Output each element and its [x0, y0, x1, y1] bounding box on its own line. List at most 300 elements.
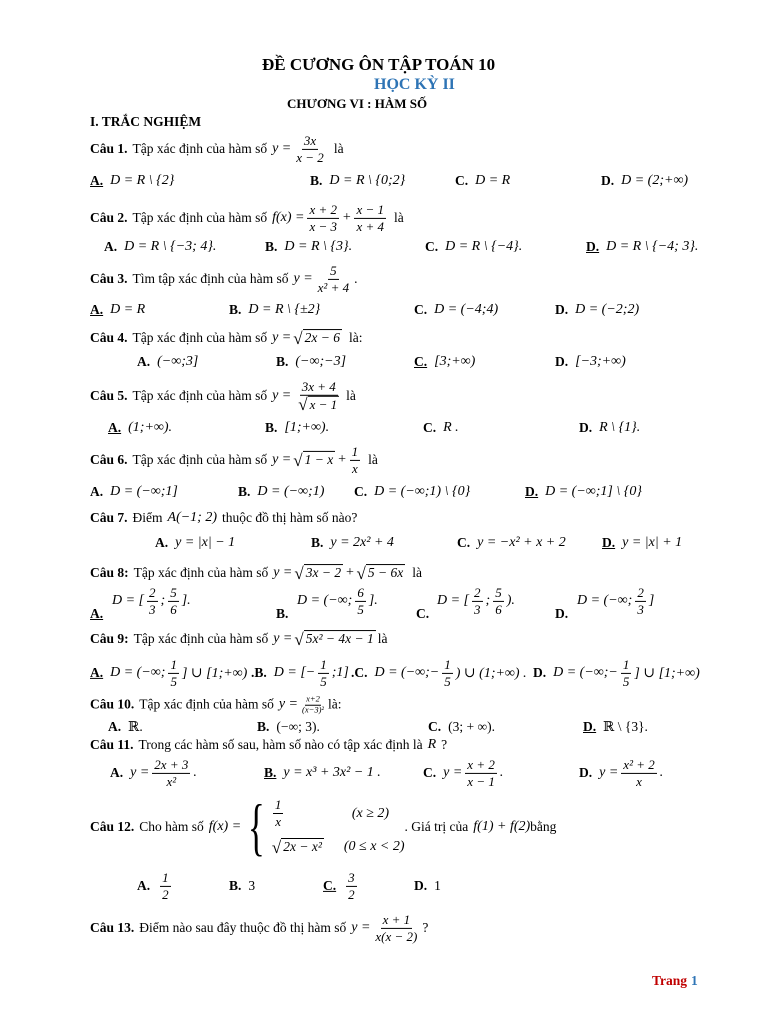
numerator: x − 1 [356, 201, 385, 217]
option-letter: C. [323, 878, 337, 893]
option-expr: D = R [475, 173, 511, 188]
denominator: 5 [170, 673, 177, 689]
option-a [90, 484, 178, 500]
expr-part: ] ∪ [1;+∞) [181, 665, 248, 681]
question-tail: là [346, 388, 356, 403]
option-letter: B. [229, 302, 242, 317]
option-d [533, 657, 700, 689]
expr-part: D = (−∞;− [553, 665, 618, 680]
denominator: x² + 4 [317, 279, 350, 295]
denominator: x − 1 [467, 773, 495, 789]
question-tail: là: [327, 697, 342, 712]
numerator: x² + 2 [623, 756, 655, 772]
option-expr: D = (−2;2) [575, 302, 640, 317]
question-tail: ? [422, 920, 429, 935]
math-lhs: y = [272, 330, 292, 345]
option-a [110, 757, 197, 789]
numerator: 3 [348, 869, 355, 885]
expr-part: D = [ [112, 593, 145, 608]
option-expr: (3; + ∞). [448, 719, 495, 734]
option-d-expr [577, 585, 654, 617]
numerator: 1 [170, 656, 177, 672]
option-a-expr [112, 585, 191, 617]
option-expr: y = |x| + 1 [622, 535, 683, 550]
option-a [104, 239, 216, 255]
option-c [425, 239, 522, 255]
question-7 [90, 510, 357, 526]
option-letter: B. [310, 173, 323, 188]
expr-part: D = [ [437, 593, 470, 608]
option-letter: A. [90, 173, 104, 188]
option-letter: D. [579, 420, 593, 435]
option-expr: D = (−∞;1) \ {0} [374, 484, 471, 499]
fraction [168, 657, 179, 689]
fraction [493, 585, 504, 617]
fraction [318, 657, 329, 689]
option-letter: D. [583, 719, 597, 734]
option-d [525, 484, 642, 500]
math-lhs: y = [293, 271, 313, 286]
option-expr: R \ {1}. [599, 420, 641, 435]
expr-part: y = [443, 765, 463, 780]
denominator: x − 3 [309, 218, 338, 234]
option-letter: D. [533, 665, 547, 680]
expr-part: ] ∪ [1;+∞) [634, 665, 700, 681]
question-tail: là: [348, 330, 363, 345]
denominator: 5 [622, 673, 630, 689]
math-lhs: f(x) = [272, 210, 305, 225]
question-12 [90, 795, 556, 859]
question-stem: Trong các hàm số sau, hàm số nào có tập xác định là [138, 737, 423, 752]
math-operator: + [342, 210, 352, 225]
option-a [90, 657, 247, 689]
option-letter: D. [602, 535, 616, 550]
question-9 [90, 630, 388, 648]
expr-part: . [193, 765, 197, 780]
option-letter: .B. [251, 665, 267, 680]
denominator: 5 [357, 601, 364, 617]
semester-heading: HỌC KỲ II [374, 76, 455, 93]
option-expr: (1;+∞). [128, 420, 173, 435]
option-expr: y = x³ + 3x² − 1 . [283, 765, 381, 780]
fraction [442, 657, 453, 689]
option-b [229, 878, 255, 894]
option-expr: D = (−∞;1] \ {0} [545, 484, 642, 499]
numerator: 5 [495, 584, 502, 600]
fraction [294, 133, 326, 165]
denominator: 6 [495, 601, 502, 617]
question-tail: là [377, 631, 388, 646]
question-tail: là [333, 141, 344, 156]
question-label: Câu 8: [90, 565, 129, 580]
math-lhs: y = [278, 697, 299, 712]
option-b [311, 535, 394, 551]
question-label: Câu 12. [90, 819, 135, 834]
math-lhs: y = [272, 141, 292, 156]
option-b [265, 239, 352, 255]
option-letter: C. [428, 719, 442, 734]
fraction [273, 797, 284, 829]
option-b-expr [297, 585, 378, 617]
option-letter: B. [264, 765, 277, 780]
option-letter: A. [155, 535, 169, 550]
option-b [251, 657, 349, 689]
denominator: 3 [637, 601, 644, 617]
question-stem: Tập xác định của hàm số [132, 330, 268, 345]
option-letter: B. [311, 535, 324, 550]
math-lhs: y = [351, 920, 371, 935]
expr-part: ;1] [331, 665, 349, 680]
option-expr: [1;+∞). [284, 420, 330, 435]
denominator: 3 [149, 601, 156, 617]
denominator: x + 4 [356, 218, 385, 234]
question-tail: . Giá trị của [404, 819, 469, 834]
question-13 [90, 912, 428, 944]
question-label: Câu 2. [90, 210, 128, 225]
option-letter: C. [455, 173, 469, 188]
option-letter: A. [90, 665, 104, 680]
option-expr: D = (2;+∞) [621, 173, 689, 188]
option-b [265, 420, 329, 436]
case-2-condition: (0 ≤ x < 2) [343, 839, 405, 855]
radicand: √ x − 1 [309, 396, 338, 412]
question-label: Câu 3. [90, 271, 128, 286]
expr-part: ). [506, 593, 515, 608]
numerator: 1 [320, 656, 327, 672]
question-tail: ? [441, 737, 448, 752]
numerator: 5 [170, 584, 177, 600]
math-operator: + [345, 565, 355, 580]
question-tail: thuộc đồ thị hàm số nào? [222, 510, 358, 525]
option-d [601, 173, 688, 189]
option-letter: D. [586, 239, 600, 254]
option-letter: C. [425, 239, 439, 254]
option-expr: y = 2x² + 4 [330, 535, 394, 550]
fraction [621, 657, 632, 689]
numerator: 2 [474, 584, 481, 600]
option-expr: R . [443, 420, 459, 435]
option-a-letter: A. [90, 606, 104, 621]
question-label: Câu 4. [90, 330, 128, 345]
radicand: √ 1 − x [304, 452, 334, 468]
option-letter: B. [229, 878, 242, 893]
question-3 [90, 263, 357, 295]
numerator: 3x + 4 [301, 378, 336, 394]
option-letter: B. [257, 719, 270, 734]
question-tail-2: bằng [530, 819, 557, 834]
square-root [298, 395, 339, 412]
option-expr: y = |x| − 1 [175, 535, 236, 550]
option-letter: B. [238, 484, 251, 499]
math-set: R [427, 737, 437, 752]
option-d [583, 719, 648, 735]
question-stem: Tập xác định của hàm số [132, 388, 268, 403]
option-letter: C. [423, 765, 437, 780]
option-d-letter: D. [555, 606, 569, 621]
option-letter: A. [90, 484, 104, 499]
fraction [465, 757, 497, 789]
question-stem: Tập xác định của hàm số [132, 141, 268, 156]
denominator: 5 [444, 673, 451, 689]
question-tail: là [394, 210, 404, 225]
question-tail: là [368, 452, 378, 467]
option-expr: D = R \ {0;2} [329, 173, 406, 188]
fraction [168, 585, 179, 617]
math-lhs: f(x) = [208, 819, 242, 834]
option-letter: C. [414, 354, 428, 369]
option-expr: D = (−∞;1) [257, 484, 325, 499]
option-letter: A. [104, 239, 118, 254]
fraction [147, 585, 158, 617]
radicand: √ 3x − 2 [305, 565, 342, 581]
option-a [137, 354, 198, 370]
option-d [414, 878, 441, 894]
denominator: 2 [348, 886, 355, 902]
numerator: x + 1 [382, 911, 411, 927]
radicand: √ 2x − 6 [304, 330, 340, 346]
option-letter: B. [276, 354, 289, 369]
option-expr: D = (−∞;1] [110, 484, 178, 499]
fraction [152, 757, 190, 789]
option-expr: (−∞;−3] [295, 354, 347, 369]
question-1 [90, 133, 344, 165]
option-value: 1 [434, 878, 441, 893]
option-b [257, 719, 320, 735]
fraction [316, 263, 351, 295]
square-root [272, 838, 324, 856]
piecewise-cases [270, 797, 405, 856]
question-tail: . [354, 271, 358, 286]
question-8 [90, 564, 422, 582]
question-stem: Cho hàm số [139, 819, 204, 834]
option-letter: D. [579, 765, 593, 780]
square-root [357, 564, 406, 582]
expr-part: D = (−∞; [110, 665, 166, 680]
denominator: x(x − 2) [375, 928, 418, 944]
question-stem: Tập xác định của hàm số [132, 452, 268, 467]
option-b [264, 765, 381, 781]
case-2-expr [270, 838, 344, 857]
option-expr: y = −x² + x + 2 [477, 535, 566, 550]
numerator: 5 [330, 262, 337, 278]
option-b [276, 354, 346, 370]
page-word: Trang [652, 973, 688, 988]
option-c [457, 535, 566, 551]
page-number: 1 [691, 973, 698, 988]
question-2 [90, 202, 404, 234]
question-stem: Điểm nào sau đây thuộc đồ thị hàm số [139, 920, 347, 935]
square-root [293, 329, 342, 347]
question-10 [90, 695, 341, 716]
option-letter: D. [555, 302, 569, 317]
fraction [635, 585, 646, 617]
expr-part: ) ∪ (1;+∞) . [455, 665, 527, 681]
denominator: x [275, 814, 282, 830]
option-c [354, 484, 470, 500]
option-letter: A. [110, 765, 124, 780]
option-b [238, 484, 324, 500]
option-expr: D = R \ {2} [110, 173, 175, 188]
option-letter: C. [423, 420, 437, 435]
question-stem: Tìm tập xác định của hàm số [132, 271, 289, 286]
denominator [294, 395, 343, 413]
question-4 [90, 329, 362, 347]
fraction [301, 695, 325, 716]
math-operator: + [337, 452, 347, 467]
numerator: 1 [162, 869, 169, 885]
fraction [346, 870, 357, 902]
expr-part: ]. [181, 593, 191, 608]
option-c-letter: C. [416, 606, 430, 621]
numerator: x+2 [306, 693, 320, 704]
fraction [373, 912, 419, 944]
radicand: √ 5x² − 4x − 1 [305, 631, 374, 647]
option-d [579, 757, 663, 789]
option-letter: B. [265, 420, 278, 435]
fraction [307, 202, 339, 234]
math-lhs: y = [272, 388, 292, 403]
question-label: Câu 13. [90, 920, 135, 935]
option-c [423, 420, 459, 436]
option-expr: D = R [110, 302, 146, 317]
denominator: x [352, 460, 358, 476]
option-letter: A. [90, 302, 104, 317]
option-letter: D. [555, 354, 569, 369]
option-a [137, 870, 174, 902]
expr-part: D = [− [273, 665, 316, 680]
option-letter: D. [525, 484, 539, 499]
fraction [294, 379, 343, 413]
option-letter: .C. [351, 665, 368, 680]
option-c [414, 302, 498, 318]
option-letter: C. [457, 535, 471, 550]
option-c [323, 870, 360, 902]
option-a [90, 302, 145, 318]
question-stem: Tập xác định của hàm số [133, 631, 269, 646]
option-letter: A. [108, 719, 122, 734]
numerator: 1 [444, 656, 451, 672]
option-letter: B. [265, 239, 278, 254]
option-expr: D = R \ {−4; 3}. [606, 239, 699, 254]
numerator: 3x [303, 132, 317, 148]
expr-part: y = [130, 765, 150, 780]
question-stem: Tập xác định của hàm số [132, 210, 268, 225]
option-a [90, 173, 174, 189]
option-letter: D. [601, 173, 615, 188]
option-c [414, 354, 475, 370]
expr-part: ; [160, 593, 166, 608]
denominator: x − 2 [296, 149, 324, 165]
fraction [355, 585, 366, 617]
expr-part: ]. [368, 593, 378, 608]
option-a [108, 420, 172, 436]
expr-part: D = (−∞; [297, 593, 353, 608]
expr-part: D = (−∞;− [374, 665, 440, 680]
option-expr: D = R \ {3}. [284, 239, 353, 254]
denominator: (x−3)² [302, 704, 324, 715]
document-title: ĐỀ CƯƠNG ÔN TẬP TOÁN 10 [262, 55, 496, 74]
question-11 [90, 737, 447, 753]
math-point: A(−1; 2) [167, 510, 218, 525]
expr-part: ] [648, 593, 655, 608]
denominator: 5 [320, 673, 327, 689]
math-lhs: y = [272, 452, 292, 467]
case-1-expr [270, 797, 344, 829]
option-b [229, 302, 320, 318]
question-stem: Tập xác định của hàm số [133, 565, 269, 580]
numerator: x + 2 [467, 756, 495, 772]
piecewise-brace [241, 795, 272, 859]
option-expr: D = (−4;4) [434, 302, 499, 317]
question-tail: là [412, 565, 422, 580]
radicand: √ 5 − 6x [367, 565, 404, 581]
option-d [602, 535, 682, 551]
fraction [472, 585, 483, 617]
option-expr: [−3;+∞) [575, 354, 626, 369]
expr-part: . [659, 765, 664, 780]
numerator: x + 2 [309, 201, 338, 217]
question-label: Câu 9: [90, 631, 129, 646]
expr-part: ; [485, 593, 491, 608]
option-a [108, 719, 143, 735]
option-expr: (−∞;3] [157, 354, 199, 369]
numerator: 2 [149, 584, 156, 600]
option-c [423, 757, 503, 789]
option-expr: [3;+∞) [434, 354, 476, 369]
denominator: x² [166, 773, 177, 789]
option-b-letter: B. [276, 606, 289, 621]
radicand: √ 2x − x² [283, 838, 322, 854]
question-label: Câu 7. [90, 510, 128, 525]
denominator: 2 [162, 886, 169, 902]
option-letter: A. [137, 354, 151, 369]
option-d [555, 354, 626, 370]
fraction [354, 202, 386, 234]
square-root [294, 564, 343, 582]
option-d [579, 420, 640, 436]
section-heading: I. TRẮC NGHIỆM [90, 114, 202, 129]
question-label: Câu 11. [90, 737, 134, 752]
numerator: 1 [351, 443, 359, 459]
option-c [351, 657, 527, 689]
math-lhs: y = [273, 631, 293, 646]
option-expr: ℝ. [128, 719, 143, 734]
option-letter: A. [108, 420, 122, 435]
numerator: 6 [357, 584, 364, 600]
expr-part: . [499, 765, 504, 780]
option-letter: A. [137, 878, 151, 893]
question-label: Câu 1. [90, 141, 128, 156]
option-letter: C. [414, 302, 428, 317]
question-label: Câu 5. [90, 388, 128, 403]
chapter-heading: CHƯƠNG VI : HÀM SỐ [287, 96, 428, 111]
question-label: Câu 6. [90, 452, 128, 467]
expr-part: y = [599, 765, 619, 780]
numerator: 1 [274, 797, 282, 813]
option-expr: ℝ \ {3}. [603, 719, 648, 734]
option-expr: D = R \ {−3; 4}. [124, 239, 217, 254]
denominator: 6 [170, 601, 177, 617]
numerator: 2x + 3 [154, 756, 189, 772]
fraction [350, 444, 361, 476]
math-lhs: y = [273, 565, 293, 580]
option-value: 3 [248, 878, 256, 893]
option-expr: D = R \ {±2} [248, 302, 321, 317]
option-d [586, 239, 698, 255]
option-a [155, 535, 235, 551]
question-stem: Tập xác định của hàm số [139, 697, 274, 712]
option-expr: D = R \ {−4}. [445, 239, 523, 254]
